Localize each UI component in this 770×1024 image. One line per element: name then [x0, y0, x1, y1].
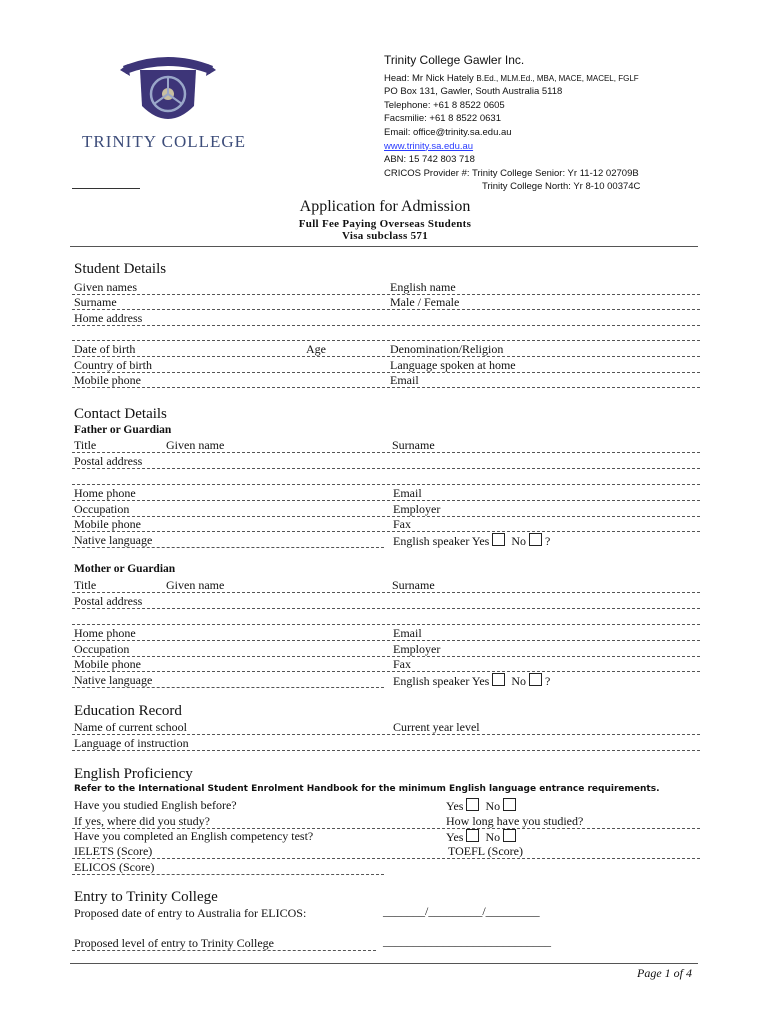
entry-level-blank[interactable]: ____________________________: [383, 934, 551, 948]
entry-heading: Entry to Trinity College: [74, 889, 218, 905]
mother-heading: Mother or Guardian: [74, 563, 176, 575]
education-heading: Education Record: [74, 703, 182, 719]
mobile-label: Mobile phone: [74, 373, 141, 387]
test-yes-checkbox[interactable]: [466, 829, 479, 842]
line-father-mobile: [72, 531, 700, 532]
line-dob: [72, 356, 700, 357]
ielts-label: IELETS (Score): [74, 844, 153, 858]
father-native-label: Native language: [74, 533, 153, 547]
line-father-phone: [72, 500, 700, 501]
toefl-label: TOEFL (Score): [448, 844, 523, 858]
line-mother-postal-2: [72, 624, 700, 625]
english-heading: English Proficiency: [74, 766, 193, 782]
father-email-label: Email: [393, 486, 422, 500]
mother-home-phone-label: Home phone: [74, 626, 136, 640]
where-label: If yes, where did you study?: [74, 814, 210, 828]
father-given-label: Given name: [166, 438, 225, 452]
student-heading: Student Details: [74, 261, 167, 277]
father-english-yes-checkbox[interactable]: [492, 533, 505, 546]
test-no-checkbox[interactable]: [503, 829, 516, 842]
form-title: [0, 198, 770, 242]
footer-rule: [70, 963, 698, 964]
mother-surname-label: Surname: [392, 578, 435, 592]
country-label: Country of birth: [74, 358, 152, 372]
father-title-label: Title: [74, 438, 97, 452]
entry-level-label: Proposed level of entry to Trinity College: [74, 936, 274, 950]
college-logo: [118, 52, 218, 132]
head-line: Head: Mr Nick Hately B.Ed., MLM.Ed., MBA, MACE, MACEL, FGLF: [384, 72, 639, 84]
mother-english-yes-checkbox[interactable]: [492, 673, 505, 686]
short-rule: [72, 188, 140, 189]
line-ielts: [72, 858, 700, 859]
mother-fax-label: Fax: [393, 657, 411, 671]
english-note: Refer to the International Student Enrolment Handbook for the minimum English language entrance requirements.: [74, 784, 660, 794]
telephone: Telephone: +61 8 8522 0605: [384, 99, 505, 111]
title-sub1: Full Fee Paying Overseas Students: [298, 218, 472, 230]
line-mother-postal: [72, 608, 700, 609]
studied-label: Have you studied English before?: [74, 798, 237, 812]
mother-employer-label: Employer: [393, 642, 441, 656]
home-address-label: Home address: [74, 311, 143, 325]
father-english-speaker: English speaker Yes No ?: [393, 534, 551, 548]
line-home-address-2: [72, 340, 700, 341]
mother-mobile-label: Mobile phone: [74, 657, 141, 671]
father-home-phone-label: Home phone: [74, 486, 136, 500]
father-fax-label: Fax: [393, 517, 411, 531]
contact-heading: Contact Details: [74, 406, 167, 422]
cricos-1: CRICOS Provider #: Trinity College Senior: Yr 11-12 02709B: [384, 167, 639, 179]
mother-native-label: Native language: [74, 673, 153, 687]
mother-email-label: Email: [393, 626, 422, 640]
org-name: Trinity College Gawler Inc.: [384, 53, 525, 67]
line-mobile: [72, 387, 700, 388]
email: Email: office@trinity.sa.edu.au: [384, 126, 512, 138]
line-given-names: [72, 294, 700, 295]
title-sub2: Visa subclass 571: [342, 230, 428, 242]
studied-options: Yes No: [446, 798, 519, 814]
facsimile: Facsmilie: +61 8 8522 0631: [384, 113, 501, 125]
line-mother-occupation: [72, 656, 700, 657]
instruction-label: Language of instruction: [74, 736, 189, 750]
denomination-label: Denomination/Religion: [390, 342, 504, 356]
cricos-2: Trinity College North: Yr 8-10 00374C: [482, 181, 641, 193]
crest-icon: [118, 52, 218, 132]
line-father-postal-2: [72, 484, 700, 485]
mother-title-label: Title: [74, 578, 97, 592]
father-employer-label: Employer: [393, 502, 441, 516]
how-long-label: How long have you studied?: [446, 814, 584, 828]
elicos-label: ELICOS (Score): [74, 860, 155, 874]
father-heading: Father or Guardian: [74, 424, 172, 436]
age-label: Age: [306, 342, 326, 356]
abn: ABN: 15 742 803 718: [384, 154, 475, 166]
line-surname: [72, 309, 700, 310]
line-mother-phone: [72, 640, 700, 641]
gender-label: Male / Female: [390, 295, 460, 309]
surname-label: Surname: [74, 295, 117, 309]
test-label: Have you completed an English competency test?: [74, 829, 314, 843]
studied-yes-checkbox[interactable]: [466, 798, 479, 811]
title-main: Application for Admission: [299, 198, 471, 215]
line-father-occupation: [72, 516, 700, 517]
mother-english-no-checkbox[interactable]: [529, 673, 542, 686]
po-box: PO Box 131, Gawler, South Australia 5118: [384, 86, 563, 98]
page-number: Page 1 of 4: [637, 966, 692, 980]
language-home-label: Language spoken at home: [390, 358, 516, 372]
line-country: [72, 372, 700, 373]
entry-date-blank[interactable]: _______/_________/_________: [383, 904, 540, 918]
dob-label: Date of birth: [74, 342, 136, 356]
student-email-label: Email: [390, 373, 419, 387]
line-home-address: [72, 325, 700, 326]
mother-postal-label: Postal address: [74, 594, 143, 608]
father-surname-label: Surname: [392, 438, 435, 452]
website-link[interactable]: www.trinity.sa.edu.au: [384, 140, 474, 152]
father-occupation-label: Occupation: [74, 502, 130, 516]
logo-text: TRINITY COLLEGE: [82, 132, 247, 151]
father-mobile-label: Mobile phone: [74, 517, 141, 531]
studied-no-checkbox[interactable]: [503, 798, 516, 811]
line-father-postal: [72, 468, 700, 469]
father-english-no-checkbox[interactable]: [529, 533, 542, 546]
year-level-label: Current year level: [393, 720, 480, 734]
school-label: Name of current school: [74, 720, 187, 734]
mother-occupation-label: Occupation: [74, 642, 130, 656]
mother-english-speaker: English speaker Yes No ?: [393, 674, 551, 688]
test-options: Yes No: [446, 829, 519, 845]
mother-given-label: Given name: [166, 578, 225, 592]
line-mother-mobile: [72, 671, 700, 672]
english-name-label: English name: [390, 280, 456, 294]
father-postal-label: Postal address: [74, 454, 143, 468]
title-rule: [70, 246, 698, 247]
given-names-label: Given names: [74, 280, 137, 294]
entry-date-label: Proposed date of entry to Australia for ELICOS:: [74, 906, 307, 920]
org-header: [384, 54, 640, 194]
